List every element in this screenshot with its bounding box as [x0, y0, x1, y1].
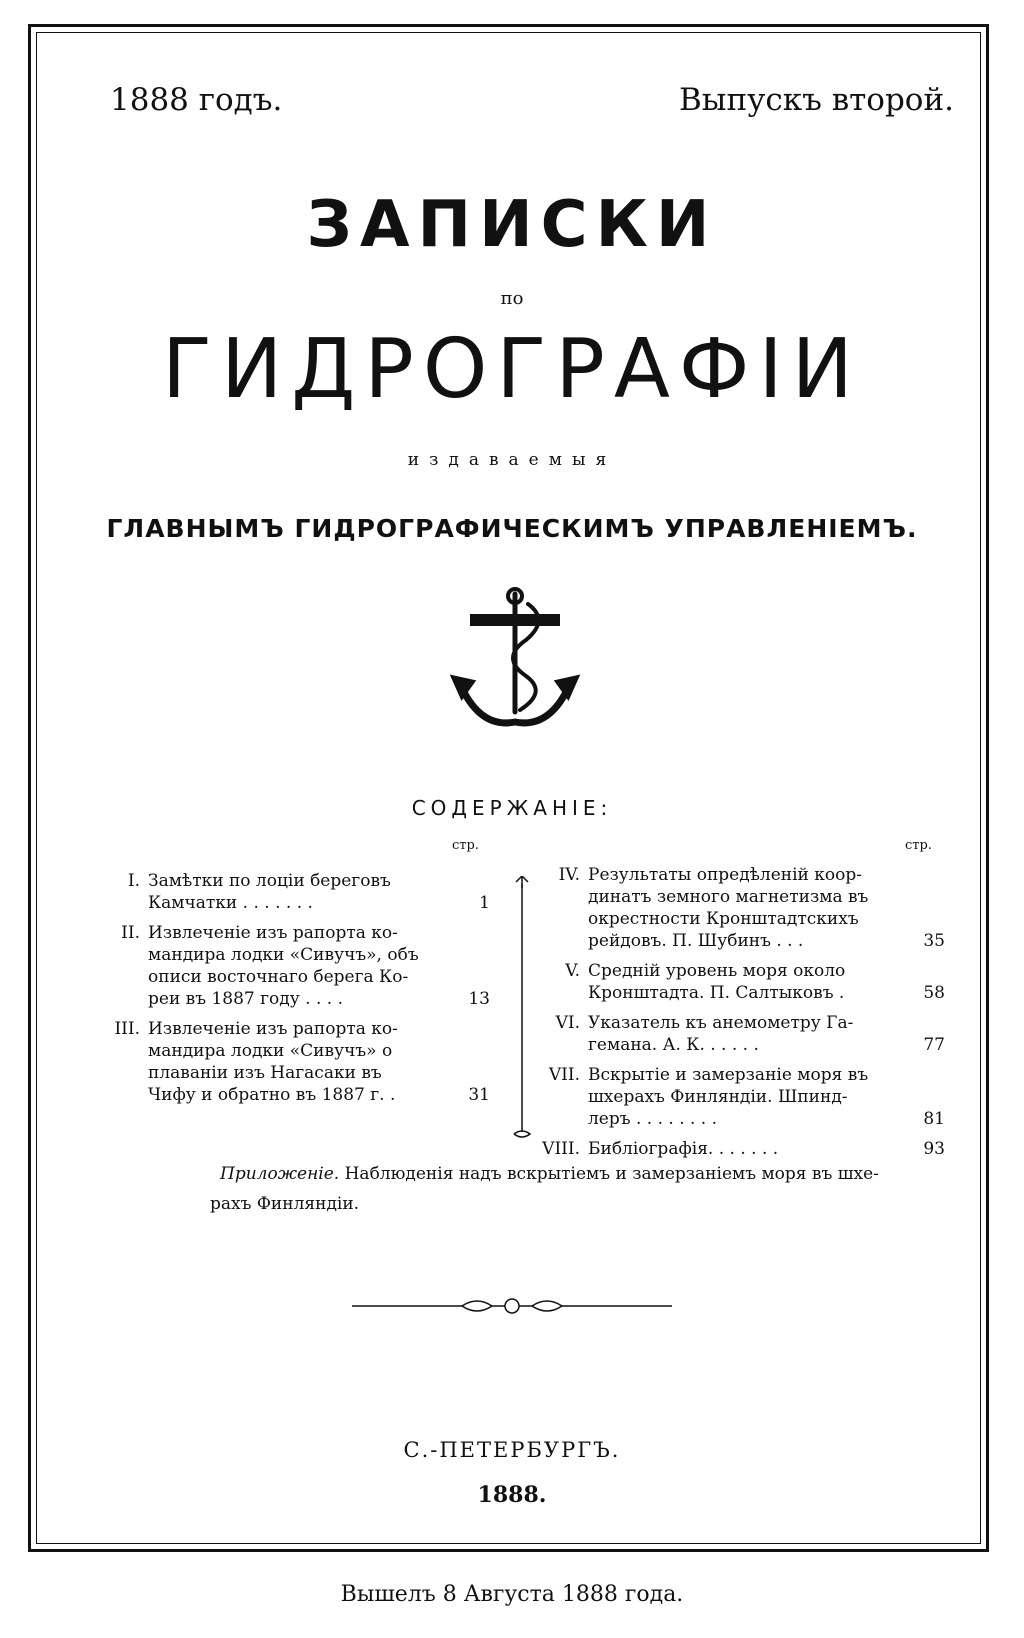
- appendix-line-1: [220, 1164, 879, 1184]
- toc-entry-line: окрестности Кронштадтскихъ: [588, 909, 859, 929]
- imprint-year: 1888.: [477, 1482, 547, 1508]
- toc-entry-line: рейдовъ. П. Шубинъ . . .: [588, 931, 804, 951]
- toc-entry: [100, 1018, 490, 1106]
- page-col-label-left: стр.: [452, 838, 479, 853]
- toc-entry-number: II.: [121, 923, 140, 943]
- toc-entry-page: 77: [923, 1035, 945, 1055]
- toc-entry-line: плаваніи изъ Нагасаки въ: [148, 1063, 382, 1083]
- toc-entry-line: шхерахъ Финляндіи. Шпинд-: [588, 1087, 848, 1107]
- toc-entry-line: реи въ 1887 году . . . .: [148, 989, 343, 1009]
- title-line-1: ЗАПИСКИ: [306, 188, 718, 262]
- title-line-2: ГИДРОГРАФІИ: [161, 322, 863, 417]
- toc-entry-number: VI.: [555, 1013, 580, 1033]
- toc-entry-line: Кронштадта. П. Салтыковъ .: [588, 983, 845, 1003]
- toc-entry-number: IV.: [558, 865, 580, 885]
- toc-entry: [100, 870, 490, 914]
- contents-heading: СОДЕРЖАНІЕ:: [411, 796, 613, 820]
- toc-entry-line: мандира лодки «Сивучъ», объ: [148, 945, 419, 965]
- toc-entry-line: Чифу и обратно въ 1887 г. .: [148, 1085, 396, 1105]
- toc-entry: [100, 922, 490, 1010]
- toc-entry-line: Библіографія. . . . . . .: [588, 1139, 779, 1159]
- ornament-divider-icon: [352, 1296, 672, 1316]
- toc-entry-page: 13: [468, 989, 490, 1009]
- toc-entry: [540, 1012, 945, 1056]
- title-connector: по: [500, 288, 524, 309]
- toc-entry-number: V.: [565, 961, 580, 981]
- issue-label: Выпускъ второй.: [679, 82, 954, 118]
- toc-entry: [540, 864, 945, 952]
- toc-entry-line: описи восточнаго берега Ко-: [148, 967, 409, 987]
- toc-entry-line: Указатель къ анемометру Га-: [588, 1013, 854, 1033]
- appendix-line-2: рахъ Финляндіи.: [210, 1194, 360, 1214]
- toc-entry-number: VIII.: [542, 1139, 580, 1159]
- toc-entry-line: гемана. А. К. . . . . .: [588, 1035, 759, 1055]
- toc-entry: [540, 1064, 945, 1130]
- appendix-label: Приложеніе.: [220, 1164, 340, 1184]
- toc-entry-line: Замѣтки по лоціи береговъ: [148, 871, 391, 891]
- appendix-text: Наблюденія надъ вскрытіемъ и замерзаніемъ моря въ шхе-: [344, 1164, 879, 1184]
- toc-entry-line: Вскрытіе и замерзаніе моря въ: [588, 1065, 869, 1085]
- release-date-note: Вышелъ 8 Августа 1888 года.: [340, 1582, 684, 1607]
- toc-entry-line: Средній уровень моря около: [588, 961, 846, 981]
- toc-entry-page: 81: [923, 1109, 945, 1129]
- publisher-name: ГЛАВНЫМЪ ГИДРОГРАФИЧЕСКИМЪ УПРАВЛЕНІЕМЪ.: [106, 514, 918, 543]
- toc-entry-page: 1: [479, 893, 490, 913]
- toc-entry-page: 35: [923, 931, 945, 951]
- toc-left-column: [100, 870, 490, 1114]
- toc-entry-line: мандира лодки «Сивучъ» о: [148, 1041, 393, 1061]
- toc-entry-number: VII.: [548, 1065, 580, 1085]
- toc-entry-page: 31: [468, 1085, 490, 1105]
- toc-entry-line: Результаты опредѣленій коор-: [588, 865, 863, 885]
- anchor-emblem-icon: [440, 584, 590, 740]
- page-col-label-right: стр.: [905, 838, 932, 853]
- toc-entry-line: динатъ земного магнетизма въ: [588, 887, 869, 907]
- toc-entry-number: I.: [127, 871, 140, 891]
- toc-entry-page: 58: [923, 983, 945, 1003]
- toc-entry-line: Извлеченіе изъ рапорта ко-: [148, 1019, 398, 1039]
- toc-right-column: [540, 864, 945, 1168]
- imprint-city: С.-ПЕТЕРБУРГЪ.: [403, 1438, 621, 1462]
- toc-entry-line: Камчатки . . . . . . .: [148, 893, 313, 913]
- toc-entry: [540, 960, 945, 1004]
- toc-entry-page: 93: [923, 1139, 945, 1159]
- published-by-label: издаваемыя: [407, 450, 617, 470]
- toc-entry-line: Извлеченіе изъ рапорта ко-: [148, 923, 398, 943]
- year-label: 1888 годъ.: [110, 82, 283, 118]
- column-divider-ornament: [512, 876, 532, 1140]
- toc-entry: [540, 1138, 945, 1160]
- toc-entry-number: III.: [114, 1019, 140, 1039]
- toc-entry-line: леръ . . . . . . . .: [588, 1109, 718, 1129]
